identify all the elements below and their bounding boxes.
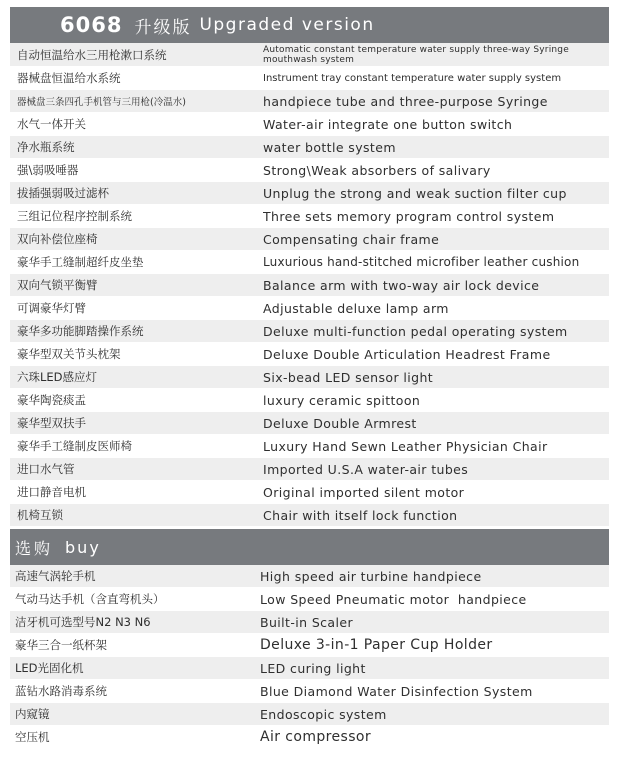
feature-en: Unplug the strong and weak suction filter cup bbox=[263, 185, 567, 201]
option-zh: 蓝钻水路消毒系统 bbox=[15, 684, 107, 698]
buy-title-en: buy bbox=[65, 537, 101, 557]
version-header bbox=[10, 7, 609, 43]
feature-en: Balance arm with two-way air lock device bbox=[263, 277, 540, 293]
option-en: Air compressor bbox=[260, 729, 372, 745]
feature-en: Deluxe Double Armrest bbox=[263, 415, 417, 431]
feature-zh: 机椅互锁 bbox=[17, 508, 63, 522]
feature-en: Original imported silent motor bbox=[263, 484, 465, 500]
feature-row bbox=[10, 435, 609, 458]
option-row bbox=[10, 680, 609, 703]
option-row bbox=[10, 703, 609, 726]
feature-en: Water-air integrate one button switch bbox=[263, 116, 513, 132]
spec-sheet bbox=[10, 7, 609, 749]
feature-en: Three sets memory program control system bbox=[263, 208, 555, 224]
feature-en: luxury ceramic spittoon bbox=[263, 392, 421, 408]
buy-title-zh: 选购 bbox=[15, 538, 54, 558]
option-zh: LED光固化机 bbox=[15, 661, 84, 675]
feature-zh: 豪华型双扶手 bbox=[17, 416, 86, 430]
feature-row bbox=[10, 274, 609, 297]
feature-zh: 净水瓶系统 bbox=[17, 140, 75, 154]
feature-row bbox=[10, 113, 609, 136]
option-en: Endoscopic system bbox=[260, 706, 387, 722]
feature-en: Luxurious hand-stitched microfiber leather cushion bbox=[263, 255, 580, 269]
feature-row bbox=[10, 228, 609, 251]
feature-row bbox=[10, 90, 609, 113]
feature-zh: 器械盘恒温给水系统 bbox=[17, 71, 121, 85]
option-en: Deluxe 3-in-1 Paper Cup Holder bbox=[260, 637, 493, 653]
feature-row bbox=[10, 67, 609, 90]
feature-row bbox=[10, 320, 609, 343]
feature-row bbox=[10, 251, 609, 274]
option-zh: 豪华三合一纸杯架 bbox=[15, 638, 107, 652]
feature-en: handpiece tube and three-purpose Syringe bbox=[263, 93, 548, 109]
feature-row bbox=[10, 136, 609, 159]
feature-en: Imported U.S.A water-air tubes bbox=[263, 461, 469, 477]
feature-row bbox=[10, 481, 609, 504]
feature-zh: 器械盘三条四孔手机管与三用枪(冷温水) bbox=[17, 97, 186, 108]
option-en: High speed air turbine handpiece bbox=[260, 568, 482, 584]
feature-row bbox=[10, 159, 609, 182]
option-row bbox=[10, 657, 609, 680]
option-row bbox=[10, 588, 609, 611]
feature-row bbox=[10, 412, 609, 435]
feature-zh: 双向气锁平衡臂 bbox=[17, 278, 98, 292]
feature-en: Six-bead LED sensor light bbox=[263, 369, 434, 385]
feature-zh: 豪华型双关节头枕架 bbox=[17, 347, 121, 361]
feature-zh: 进口水气管 bbox=[17, 462, 75, 476]
option-en: Low Speed Pneumatic motor handpiece bbox=[260, 591, 527, 607]
model-number: 6068 bbox=[60, 13, 123, 37]
feature-zh: 六珠LED感应灯 bbox=[17, 370, 98, 384]
feature-en: Compensating chair frame bbox=[263, 231, 440, 247]
feature-zh: 双向补偿位座椅 bbox=[17, 232, 98, 246]
option-en: LED curing light bbox=[260, 660, 366, 676]
feature-en: Automatic constant temperature water supply three-way Syringe mouthwash system bbox=[263, 44, 569, 65]
feature-en: Chair with itself lock function bbox=[263, 507, 458, 523]
optional-list bbox=[10, 565, 609, 749]
feature-zh: 强\弱吸唾器 bbox=[17, 163, 79, 177]
feature-zh: 豪华手工缝制超纤皮坐垫 bbox=[17, 255, 144, 269]
feature-row bbox=[10, 343, 609, 366]
feature-zh: 可调豪华灯臂 bbox=[17, 301, 86, 315]
version-title-en: Upgraded version bbox=[199, 15, 375, 35]
feature-row bbox=[10, 504, 609, 527]
option-row bbox=[10, 726, 609, 749]
option-row bbox=[10, 611, 609, 634]
option-row bbox=[10, 565, 609, 588]
feature-row bbox=[10, 182, 609, 205]
feature-zh: 豪华多功能脚踏操作系统 bbox=[17, 324, 144, 338]
feature-en: water bottle system bbox=[263, 139, 396, 155]
version-title-zh: 升级版 bbox=[134, 17, 192, 38]
feature-zh: 豪华陶瓷痰盂 bbox=[17, 393, 86, 407]
option-zh: 气动马达手机（含直弯机头） bbox=[15, 592, 165, 606]
feature-row bbox=[10, 205, 609, 228]
option-en: Built-in Scaler bbox=[260, 614, 353, 630]
feature-list bbox=[10, 43, 609, 527]
feature-en: Instrument tray constant temperature water supply system bbox=[263, 72, 562, 84]
feature-row bbox=[10, 389, 609, 412]
feature-zh: 拔插强弱吸过滤杯 bbox=[17, 186, 109, 200]
feature-en: Deluxe multi-function pedal operating system bbox=[263, 323, 568, 339]
feature-en: Strong\Weak absorbers of salivary bbox=[263, 162, 491, 178]
option-zh: 洁牙机可选型号N2 N3 N6 bbox=[15, 615, 151, 629]
feature-en: Luxury Hand Sewn Leather Physician Chair bbox=[263, 438, 548, 454]
feature-zh: 自动恒温给水三用枪漱口系统 bbox=[17, 47, 167, 62]
feature-row bbox=[10, 366, 609, 389]
feature-row bbox=[10, 297, 609, 320]
feature-en: Adjustable deluxe lamp arm bbox=[263, 300, 449, 316]
feature-zh: 豪华手工缝制皮医师椅 bbox=[17, 439, 132, 453]
buy-header bbox=[10, 529, 609, 565]
feature-zh: 水气一体开关 bbox=[17, 117, 86, 131]
option-zh: 高速气涡轮手机 bbox=[15, 569, 96, 583]
feature-row bbox=[10, 43, 609, 67]
feature-zh: 进口静音电机 bbox=[17, 485, 86, 499]
option-row bbox=[10, 634, 609, 657]
feature-en: Deluxe Double Articulation Headrest Frame bbox=[263, 346, 551, 362]
feature-zh: 三组记位程序控制系统 bbox=[17, 209, 132, 223]
feature-row bbox=[10, 458, 609, 481]
option-zh: 内窥镜 bbox=[15, 707, 50, 721]
option-zh: 空压机 bbox=[15, 730, 50, 744]
option-en: Blue Diamond Water Disinfection System bbox=[260, 683, 533, 699]
